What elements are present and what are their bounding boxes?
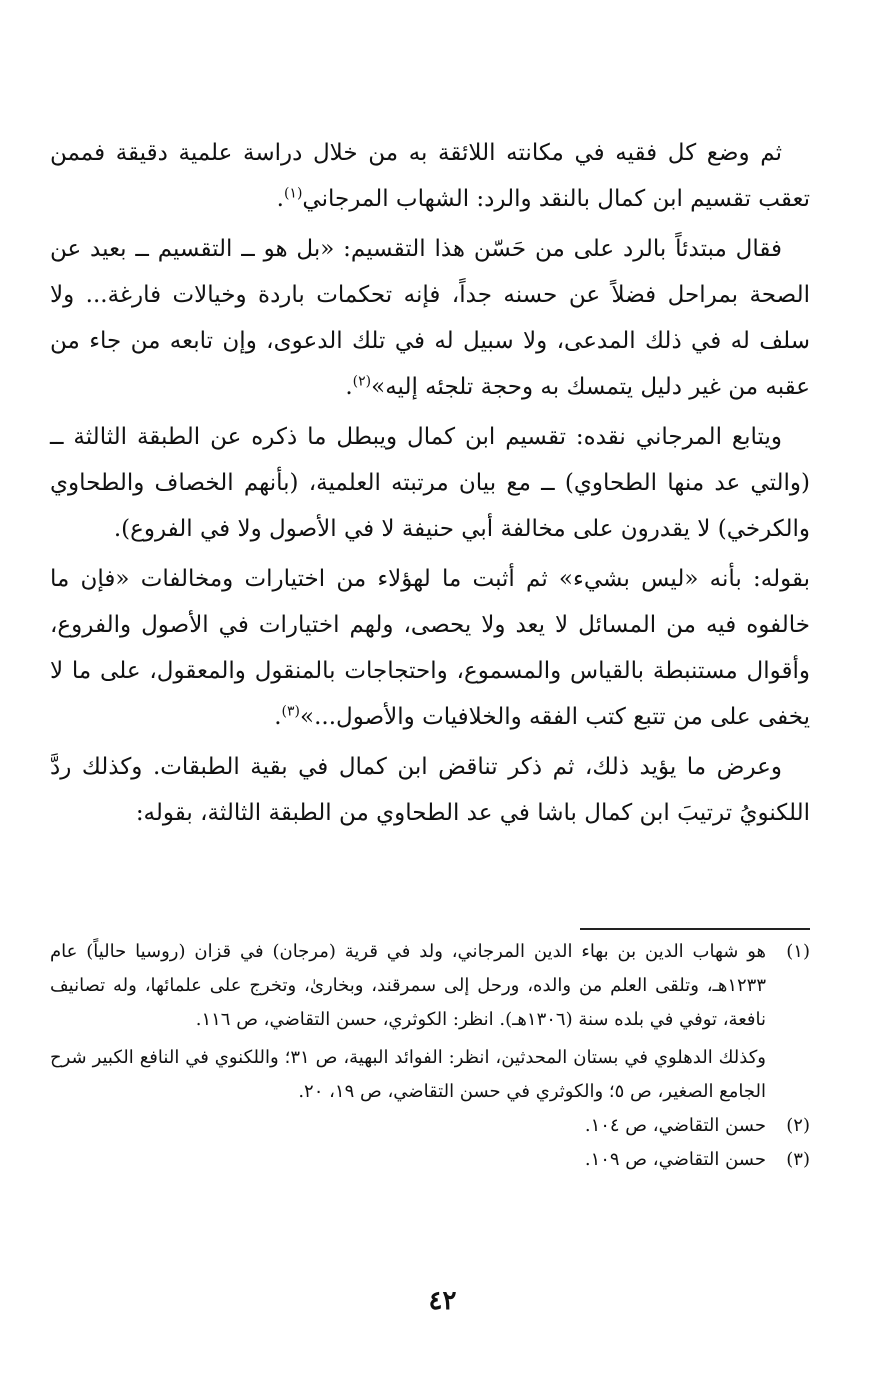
footnote-number: (٣) xyxy=(786,1149,810,1170)
footnote-body xyxy=(50,1109,766,1143)
footnote-text: هو شهاب الدين بن بهاء الدين المرجاني، ولد في قرية (مرجان) في قزان (روسيا حالياً) عام ١٢٣٣هـ، وتلقى العلم من والده، ورحل إلى سمرقند، وبخارىٰ، وتخرج على علمائها، وله تصانيف نافعة، توفي في بلده سنة (١٣٠٦هـ). انظر: الكوثري، حسن التقاضي، ص ١١٦. xyxy=(50,941,766,1030)
page-body xyxy=(50,130,810,840)
footnote-text: حسن التقاضي، ص ١٠٩. xyxy=(584,1149,766,1170)
paragraph-text: ويتابع المرجاني نقده: تقسيم ابن كمال ويبطل ما ذكره عن الطبقة الثالثة ــ (والتي عد منها الطحاوي) ــ مع بيان مرتبته العلمية، (بأنهم الخصاف والطحاوي والكرخي) لا يقدرون على مخالفة أبي حنيفة لا في الأصول ولا في الفروع). xyxy=(50,424,810,542)
page-number: ٤٢ xyxy=(428,1286,457,1316)
main-text xyxy=(50,130,810,836)
footnotes-section xyxy=(50,935,810,1177)
footnote-divider xyxy=(580,928,810,930)
footnote-body xyxy=(50,935,766,1109)
footnote-reference: (١) xyxy=(283,185,303,202)
paragraph-tail: . xyxy=(345,374,353,400)
footnote-text: حسن التقاضي، ص ١٠٤. xyxy=(584,1115,766,1136)
footnote-text: وكذلك الدهلوي في بستان المحدثين، انظر: الفوائد البهية، ص ٣١؛ واللكنوي في النافع الكبير شرح الجامع الصغير، ص ٥؛ والكوثري في حسن التقاضي، ص ١٩، ٢٠. xyxy=(50,1047,766,1102)
paragraph-text: وعرض ما يؤيد ذلك، ثم ذكر تناقض ابن كمال في بقية الطبقات. وكذلك ردَّ اللكنويُ ترتيبَ ابن كمال باشا في عد الطحاوي من الطبقة الثالثة، بقوله: xyxy=(50,754,810,826)
footnote-2 xyxy=(50,1109,810,1143)
paragraph-2 xyxy=(50,226,810,410)
paragraph-5 xyxy=(50,744,810,836)
paragraph-3 xyxy=(50,414,810,552)
paragraph-text: بقوله: بأنه «ليس بشيء» ثم أثبت ما لهؤلاء من اختيارات ومخالفات «فإن ما خالفوه فيه من المسائل لا يعد ولا يحصى، ولهم اختيارات في الأصول والفروع، وأقوال مستنبطة بالقياس والمسموع، واحتجاجات بالمنقول والمعقول، على ما لا يخفى على من تتبع كتب الفقه والخلافيات والأصول...» xyxy=(50,566,810,730)
paragraph-tail: . xyxy=(276,186,284,212)
paragraph-text: فقال مبتدئاً بالرد على من حَسّن هذا التقسيم: «بل هو ــ التقسيم ــ بعيد عن الصحة بمراحل فضلاً عن حسنه جداً، فإنه تحكمات باردة وخيالات فارغة... ولا سلف له في ذلك المدعى، ولا سبيل له في تلك الدعوى، وإن تابعه من جاء من عقبه من غير دليل يتمسك به وحجة تلجئه إليه» xyxy=(50,236,810,400)
footnote-number: (٢) xyxy=(786,1115,810,1136)
paragraph-4 xyxy=(50,556,810,740)
footnote-reference: (٢) xyxy=(352,373,372,390)
footnote-3 xyxy=(50,1143,810,1177)
footnote-body xyxy=(50,1143,766,1177)
paragraph-tail: . xyxy=(274,704,282,730)
footnote-reference: (٣) xyxy=(281,703,301,720)
footnote-number: (١) xyxy=(786,941,810,962)
footnote-1 xyxy=(50,935,810,1109)
paragraph-text: ثم وضع كل فقيه في مكانته اللائقة به من خلال دراسة علمية دقيقة فممن تعقب تقسيم ابن كمال بالنقد والرد: الشهاب المرجاني xyxy=(50,140,810,212)
paragraph-1 xyxy=(50,130,810,222)
